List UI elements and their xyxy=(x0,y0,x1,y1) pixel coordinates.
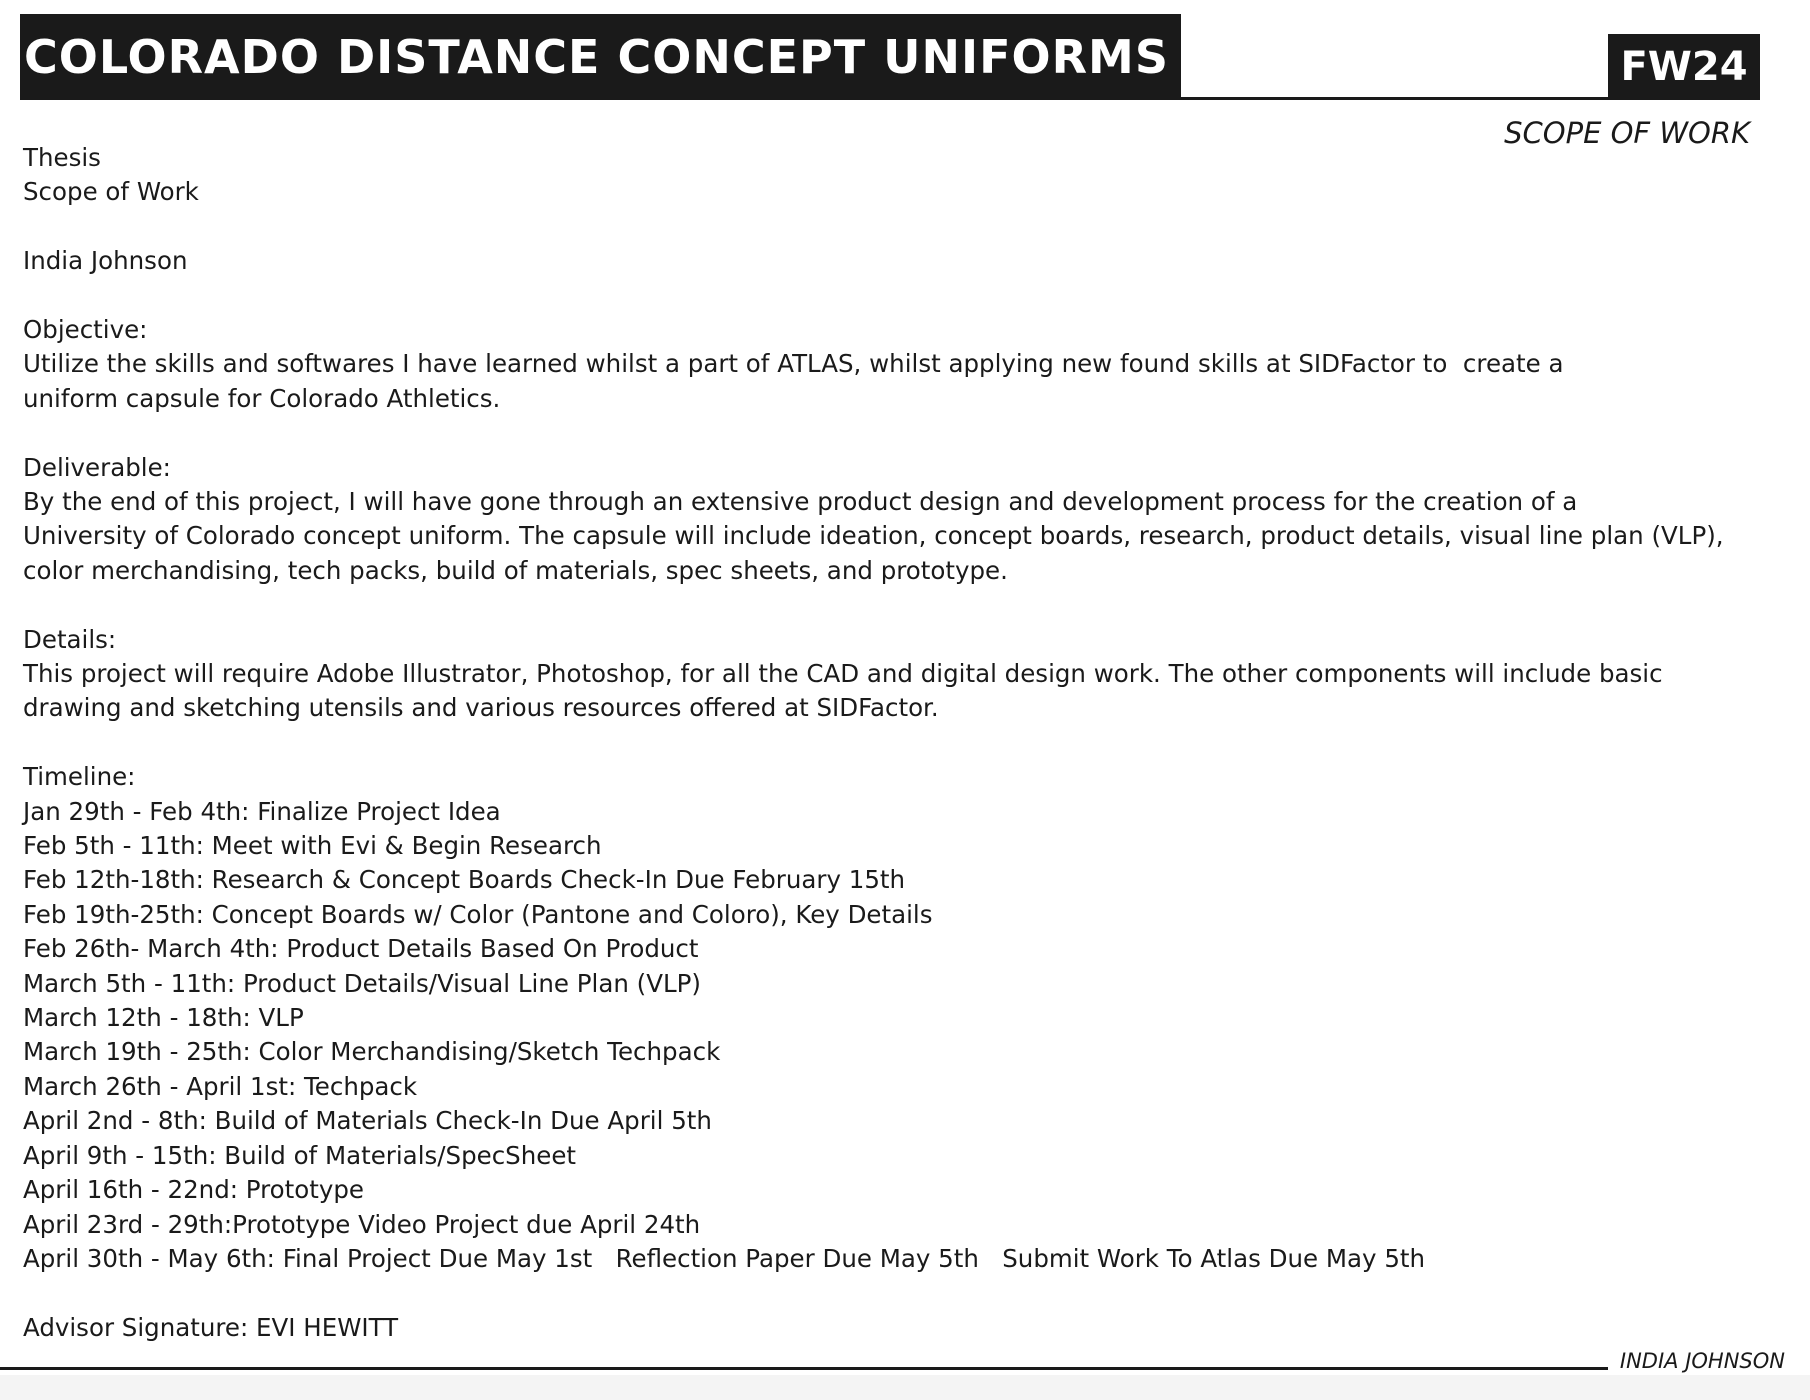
timeline-item: March 26th - April 1st: Techpack xyxy=(23,1071,418,1101)
objective-line: uniform capsule for Colorado Athletics. xyxy=(23,383,501,413)
timeline-item: April 30th - May 6th: Final Project Due May 1st Reflection Paper Due May 5th Submit Work To Atlas Due May 5th xyxy=(23,1243,1426,1273)
deliverable-line: University of Colorado concept uniform. The capsule will include ideation, concept boards, research, product details, visual line plan (VLP), xyxy=(23,521,1724,551)
spacer xyxy=(23,588,1723,622)
intro-scope: Scope of Work xyxy=(23,177,199,207)
objective-line: Utilize the skills and softwares I have learned whilst a part of ATLAS, whilst applying new found skills at SIDFactor to create a xyxy=(23,349,1564,379)
details-line: This project will require Adobe Illustrator, Photoshop, for all the CAD and digital design work. The other components will include basic xyxy=(23,659,1663,689)
season-badge-text: FW24 xyxy=(1620,44,1748,90)
author-name: India Johnson xyxy=(23,246,188,276)
timeline-item: April 16th - 22nd: Prototype xyxy=(23,1175,365,1205)
spacer xyxy=(23,1276,1723,1310)
deliverable-line: By the end of this project, I will have gone through an extensive product design and development process for the creation of a xyxy=(23,487,1578,517)
details-line: drawing and sketching utensils and various resources offered at SIDFactor. xyxy=(23,693,939,723)
intro-thesis: Thesis xyxy=(23,143,101,172)
bottom-band xyxy=(0,1375,1810,1400)
timeline-item: Feb 12th-18th: Research & Concept Boards Check-In Due February 15th xyxy=(23,865,906,895)
season-badge xyxy=(1608,34,1760,100)
timeline-item: Jan 29th - Feb 4th: Finalize Project Idea xyxy=(23,796,501,826)
timeline-item: Feb 26th- March 4th: Product Details Based On Product xyxy=(23,934,699,964)
document-title xyxy=(20,14,1181,100)
details-heading: Details: xyxy=(23,624,117,654)
timeline-item: April 23rd - 29th:Prototype Video Project due April 24th xyxy=(23,1209,701,1239)
spacer xyxy=(23,279,1723,313)
deliverable-line: color merchandising, tech packs, build of materials, spec sheets, and prototype. xyxy=(23,555,1008,585)
deliverable-heading: Deliverable: xyxy=(23,452,171,482)
timeline-item: Feb 5th - 11th: Meet with Evi & Begin Research xyxy=(23,831,602,861)
timeline-item: April 9th - 15th: Build of Materials/SpecSheet xyxy=(23,1140,576,1170)
timeline-heading: Timeline: xyxy=(23,762,136,792)
spacer xyxy=(23,416,1723,450)
footer-rule xyxy=(0,1367,1608,1370)
timeline-item: March 12th - 18th: VLP xyxy=(23,1003,304,1033)
spacer xyxy=(23,726,1723,760)
objective-heading: Objective: xyxy=(23,315,148,344)
document-body xyxy=(23,141,1723,1345)
footer-author-name: INDIA JOHNSON xyxy=(1619,1349,1785,1373)
spacer xyxy=(23,210,1723,244)
header-subtitle: SCOPE OF WORK xyxy=(1504,116,1750,150)
timeline-item: March 19th - 25th: Color Merchandising/Sketch Techpack xyxy=(23,1037,721,1067)
timeline-item: April 2nd - 8th: Build of Materials Check-In Due April 5th xyxy=(23,1106,712,1136)
timeline-item: March 5th - 11th: Product Details/Visual Line Plan (VLP) xyxy=(23,968,701,998)
timeline-item: Feb 19th-25th: Concept Boards w/ Color (Pantone and Coloro), Key Details xyxy=(23,899,933,929)
document-title-text: COLORADO DISTANCE CONCEPT UNIFORMS xyxy=(24,30,1169,84)
advisor-signature: Advisor Signature: EVI HEWITT xyxy=(23,1312,399,1342)
